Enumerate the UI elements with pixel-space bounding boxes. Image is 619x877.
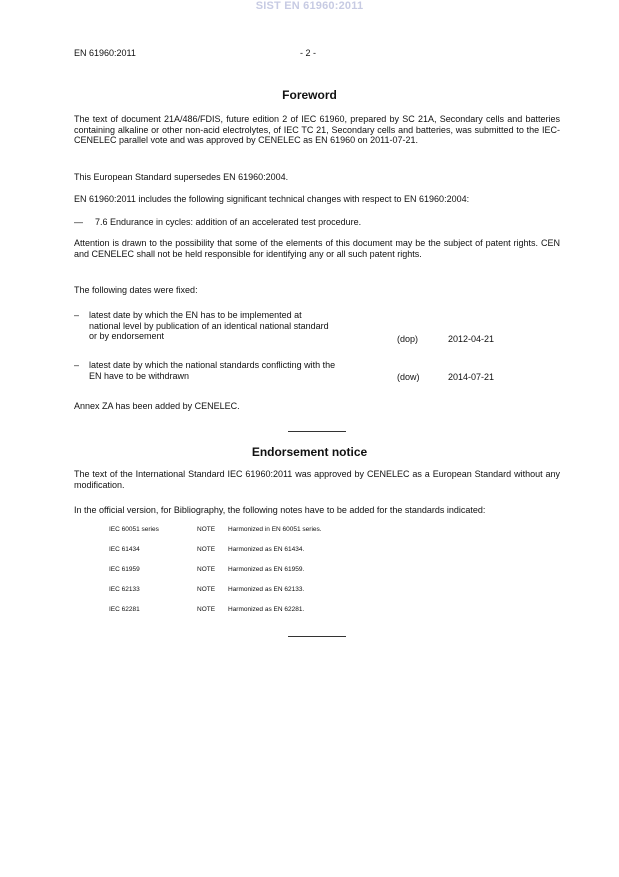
note-standard: IEC 61959 (109, 566, 140, 573)
note-text: Harmonized in EN 60051 series. (228, 526, 322, 533)
note-standard: IEC 60051 series (109, 526, 159, 533)
section-divider (288, 431, 346, 432)
date-item-date: 2012-04-21 (448, 334, 495, 344)
date-item-text: latest date by which the national standards conflicting with the EN have to be withdrawn (89, 360, 336, 381)
date-item-code: (dow) (397, 372, 420, 382)
endorsement-title: Endorsement notice (251, 445, 368, 459)
note-text: Harmonized as EN 61959. (228, 566, 305, 573)
note-label: NOTE (197, 606, 216, 613)
note-text: Harmonized as EN 61434. (228, 546, 305, 553)
watermark: SIST EN 61960:2011 (255, 0, 364, 12)
note-label: NOTE (197, 526, 216, 533)
note-label: NOTE (197, 546, 216, 553)
foreword-paragraph-5: The following dates were fixed: (74, 285, 198, 295)
endorsement-paragraph-1: The text of the International Standard IEC 61960:2011 was approved by CENELEC as a European Standard without any modification. (74, 469, 560, 490)
note-text: Harmonized as EN 62133. (228, 586, 305, 593)
foreword-title: Foreword (282, 88, 337, 102)
document-id: EN 61960:2011 (74, 48, 136, 58)
date-item-dash: – (74, 310, 80, 320)
date-item-dash: – (74, 360, 80, 370)
page-number: - 2 - (300, 48, 317, 58)
endorsement-paragraph-2: In the official version, for Bibliography, the following notes have to be added for the standards indicated: (74, 505, 486, 515)
section-divider (288, 636, 346, 637)
foreword-paragraph-1: The text of document 21A/486/FDIS, future edition 2 of IEC 61960, prepared by SC 21A, Secondary cells and batteries containing alkaline or other non-acid electrolytes, of IEC TC 21, Secondary cells and batteries, was submitted to the IEC-CENELEC parallel vote and was approved by CENELEC as EN 61960 on 2011-07-21. (74, 114, 560, 145)
date-item-code: (dop) (397, 334, 419, 344)
foreword-paragraph-6: Annex ZA has been added by CENELEC. (74, 401, 240, 411)
note-standard: IEC 62281 (109, 606, 140, 613)
note-standard: IEC 62133 (109, 586, 140, 593)
date-item-text: latest date by which the EN has to be implemented at national level by publication of an identical national standard or by endorsement (89, 310, 329, 341)
note-standard: IEC 61434 (109, 546, 140, 553)
change-dash: — (74, 217, 83, 227)
note-label: NOTE (197, 566, 216, 573)
note-label: NOTE (197, 586, 216, 593)
note-text: Harmonized as EN 62281. (228, 606, 305, 613)
foreword-paragraph-2: This European Standard supersedes EN 61960:2004. (74, 172, 289, 182)
date-item-date: 2014-07-21 (448, 372, 495, 382)
change-item: 7.6 Endurance in cycles: addition of an accelerated test procedure. (95, 217, 362, 227)
foreword-paragraph-4: Attention is drawn to the possibility that some of the elements of this document may be the subject of patent rights. CEN and CENELEC shall not be held responsible for identifying any or all such patent rights. (74, 238, 560, 259)
foreword-paragraph-3: EN 61960:2011 includes the following significant technical changes with respect to EN 61960:2004: (74, 194, 470, 204)
